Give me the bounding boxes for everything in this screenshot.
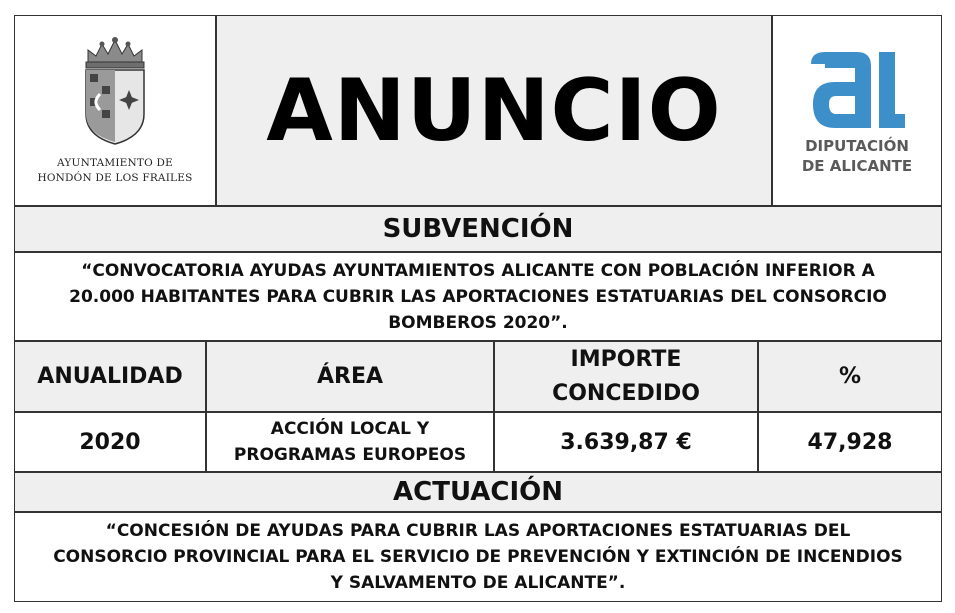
municipality-name-line2: HONDÓN DE LOS FRAILES <box>37 171 193 184</box>
actuacion-text-line2: CONSORCIO PROVINCIAL PARA EL SERVICIO DE PREVENCIÓN Y EXTINCIÓN DE INCENDIOS <box>53 547 903 567</box>
table-header-importe <box>494 341 758 412</box>
header-percent-label: % <box>838 363 862 389</box>
table-header-percent <box>758 341 942 412</box>
actuacion-title: ACTUACIÓN <box>393 477 563 507</box>
diputacion-name-line2: DE ALICANTE <box>801 156 913 175</box>
table-cell-area <box>206 412 494 472</box>
title-cell <box>216 15 772 206</box>
header-anualidad-label: ANUALIDAD <box>37 363 183 389</box>
header-importe-line2: CONCEDIDO <box>552 380 700 406</box>
diputacion-name-line1: DIPUTACIÓN <box>805 136 909 155</box>
actuacion-text-line3: Y SALVAMENTO DE ALICANTE”. <box>330 573 626 593</box>
subvencion-text-line1: “CONVOCATORIA AYUDAS AYUNTAMIENTOS ALICANTE CON POBLACIÓN INFERIOR A <box>81 260 875 281</box>
municipality-logo-cell <box>14 15 216 206</box>
header-area-label: ÁREA <box>316 363 384 389</box>
subvencion-text-line2: 20.000 HABITANTES PARA CUBRIR LAS APORTACIONES ESTATUARIAS DEL CONSORCIO <box>69 286 887 307</box>
table-header-anualidad <box>14 341 206 412</box>
table-header-area <box>206 341 494 412</box>
actuacion-title-cell <box>14 472 942 512</box>
subvencion-text-cell <box>14 252 942 341</box>
diputacion-logo-icon <box>805 46 909 130</box>
anualidad-value: 2020 <box>79 429 141 455</box>
actuacion-text-line1: “CONCESIÓN DE AYUDAS PARA CUBRIR LAS APORTACIONES ESTATUARIAS DEL <box>105 521 851 541</box>
header-importe-line1: IMPORTE <box>570 346 682 372</box>
importe-value: 3.639,87 € <box>560 429 692 455</box>
diputacion-logo-cell <box>772 15 942 206</box>
coat-of-arms-icon <box>80 36 150 146</box>
page-title: ANUNCIO <box>266 60 722 161</box>
table-cell-importe <box>494 412 758 472</box>
area-value-line2: PROGRAMAS EUROPEOS <box>233 445 467 465</box>
table-cell-percent <box>758 412 942 472</box>
subvencion-title: SUBVENCIÓN <box>382 214 574 244</box>
subvencion-title-cell <box>14 206 942 252</box>
table-cell-anualidad <box>14 412 206 472</box>
actuacion-text-cell <box>14 512 942 602</box>
area-value-line1: ACCIÓN LOCAL Y <box>270 419 430 439</box>
subvencion-text-line3: BOMBEROS 2020”. <box>388 312 568 333</box>
percent-value: 47,928 <box>807 429 893 455</box>
municipality-name-line1: AYUNTAMIENTO DE <box>57 156 173 169</box>
